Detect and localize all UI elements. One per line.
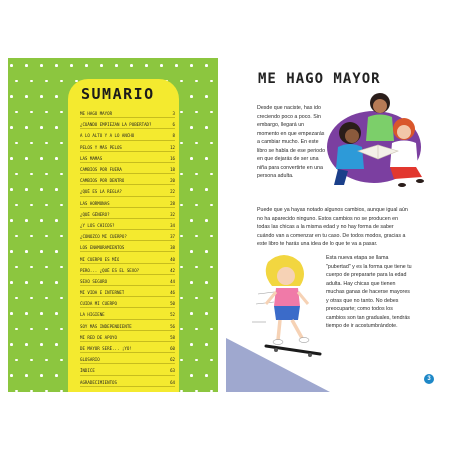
toc-entry	[80, 275, 175, 286]
toc-entry-label: MI RED DE APOYO	[80, 334, 117, 340]
dot	[25, 157, 28, 160]
toc-entry	[80, 286, 175, 297]
dot	[180, 142, 183, 145]
dot	[190, 250, 193, 253]
toc-entry-label: MI VIDA E INTERNET	[80, 290, 125, 296]
dot	[25, 219, 28, 222]
dot	[55, 374, 58, 377]
toc-entry	[80, 252, 175, 263]
dot	[180, 80, 183, 83]
toc-entry-page: 16	[170, 155, 175, 161]
toc-entry-label: CAMBIOS POR DENTRO	[80, 178, 125, 184]
dot	[30, 235, 33, 238]
toc-entry-label: LOS ENAMORAMIENTOS	[80, 245, 125, 251]
dot	[45, 204, 48, 207]
chapter-page	[226, 58, 444, 392]
dot	[60, 328, 63, 331]
dot	[45, 80, 48, 83]
toc-entry-label: ME HAGO MAYOR	[80, 111, 113, 117]
dot	[210, 297, 213, 300]
dot	[205, 343, 208, 346]
dot	[40, 188, 43, 191]
puberty-paragraph: Esta nueva etapa se llama "pubertad" y es la forma que tiene tu cuerpo de prepararte para la edad adulta. Hay chicas que tienen muchas ganas de hacerse mayores y otras que no tanto. No debes preocuparte; como todos los cambios son tan graduales, tendrás tiempo de ir acostumbrándote.	[326, 255, 412, 329]
dot	[100, 64, 103, 67]
toc-entry	[80, 353, 175, 364]
dot	[190, 374, 193, 377]
dot	[15, 173, 18, 176]
dot	[30, 173, 33, 176]
dot	[190, 188, 193, 191]
dot	[10, 374, 13, 377]
dot	[145, 64, 148, 67]
dot	[210, 266, 213, 269]
dot	[195, 204, 198, 207]
dot	[25, 281, 28, 284]
dot	[55, 64, 58, 67]
dot	[205, 64, 208, 67]
toc-entry-label: ¿Y LOS CHICOS?	[80, 222, 115, 228]
toc-entry-page: 18	[170, 167, 175, 173]
skateboarding-girl-illustration	[226, 250, 330, 392]
dot	[45, 266, 48, 269]
dot	[55, 157, 58, 160]
toc-entry-label: PELOS Y MÁS PELOS	[80, 144, 122, 150]
toc-entry-page: 46	[170, 290, 175, 296]
dot	[180, 359, 183, 362]
dot	[190, 343, 193, 346]
dot	[180, 297, 183, 300]
dot	[10, 219, 13, 222]
dot	[40, 219, 43, 222]
dot	[55, 95, 58, 98]
dot	[30, 111, 33, 114]
dot	[30, 328, 33, 331]
dot	[210, 204, 213, 207]
toc-entry	[80, 174, 175, 185]
toc-entry	[80, 364, 175, 375]
dot	[210, 111, 213, 114]
dot	[40, 157, 43, 160]
dot	[130, 64, 133, 67]
dot	[45, 297, 48, 300]
page-number-badge: 3	[424, 374, 434, 384]
dot	[210, 173, 213, 176]
toc-entry-page: 56	[170, 323, 175, 329]
dot	[60, 80, 63, 83]
toc-entry	[80, 141, 175, 152]
toc-entry	[80, 185, 175, 196]
dot	[15, 111, 18, 114]
dot	[205, 281, 208, 284]
dot	[40, 281, 43, 284]
dot	[15, 390, 18, 393]
dot	[40, 126, 43, 129]
dot	[25, 126, 28, 129]
dot	[195, 390, 198, 393]
dot	[25, 374, 28, 377]
dot	[180, 266, 183, 269]
toc-entry-page: 44	[170, 278, 175, 284]
dot	[60, 297, 63, 300]
toc-entry	[80, 264, 175, 275]
toc-entry-page: 6	[172, 122, 175, 128]
dot	[10, 312, 13, 315]
dot	[180, 204, 183, 207]
dot	[25, 343, 28, 346]
toc-entry-page: 20	[170, 178, 175, 184]
dot	[30, 80, 33, 83]
dot	[190, 312, 193, 315]
toc-entry-label: ÍNDICE	[80, 368, 95, 374]
dot	[10, 126, 13, 129]
toc-entry-label: ¿QUÉ GÉNERO?	[80, 211, 110, 217]
toc-entry-label: GLOSARIO	[80, 357, 100, 363]
toc-entry	[80, 219, 175, 230]
toc-entry-label: ¿QUÉ ES LA REGLA?	[80, 189, 122, 195]
dot	[15, 204, 18, 207]
dot	[10, 64, 13, 67]
dot	[55, 312, 58, 315]
toc-entry	[80, 152, 175, 163]
dot	[210, 359, 213, 362]
dot	[70, 64, 73, 67]
toc-entry-page: 38	[170, 245, 175, 251]
toc-entry-page: 40	[170, 256, 175, 262]
contents-page	[8, 58, 218, 392]
toc-entry-page: 3	[172, 111, 175, 117]
dot	[45, 235, 48, 238]
toc-entry-label: ¿CONOZCO MI CUERPO?	[80, 234, 127, 240]
toc-entry	[80, 320, 175, 331]
dot	[45, 359, 48, 362]
dot	[60, 390, 63, 393]
toc-entry	[80, 342, 175, 353]
toc-entry-page: 28	[170, 200, 175, 206]
dot	[45, 328, 48, 331]
dot	[115, 64, 118, 67]
dot	[190, 281, 193, 284]
dot	[180, 173, 183, 176]
dot	[210, 390, 213, 393]
dot	[30, 390, 33, 393]
toc-entry	[80, 241, 175, 252]
dot	[55, 219, 58, 222]
intro-paragraph: Desde que naciste, has ido creciendo poco a poco. Sin embargo, llegará un momento en que empezarás a cambiar mucho. En este libro se habla de ese periodo en que dejarás de ser una niña para convertirte en una persona adulta.	[257, 105, 326, 179]
dot	[190, 64, 193, 67]
dot	[25, 250, 28, 253]
dot	[180, 235, 183, 238]
dot	[180, 390, 183, 393]
toc-entry	[80, 197, 175, 208]
dot	[205, 126, 208, 129]
toc-entry-label: DE MAYOR SERÉ... ¡YO!	[80, 346, 132, 352]
toc-entry	[80, 129, 175, 140]
toc-entry-page: 60	[170, 346, 175, 352]
dot	[55, 343, 58, 346]
dot	[180, 111, 183, 114]
dot	[45, 142, 48, 145]
dot	[40, 95, 43, 98]
dot	[195, 359, 198, 362]
dot	[10, 281, 13, 284]
dot	[210, 142, 213, 145]
toc-entry	[80, 208, 175, 219]
dot	[25, 95, 28, 98]
dot	[85, 64, 88, 67]
dot	[30, 204, 33, 207]
dot	[55, 250, 58, 253]
dot	[55, 126, 58, 129]
dot	[195, 297, 198, 300]
dot	[205, 312, 208, 315]
girls-reading-illustration	[324, 85, 428, 197]
dot	[190, 157, 193, 160]
body-paragraph: Puede que ya hayas notado algunos cambios, aunque igual aún no ha aparecido ninguno. Estos cambios no se producen en todas las chicas a la misma edad y no hay forma de saber cuándo van a comenzar en tu caso. De todos modos, gracias a este libro te harás una idea de lo que te va a pasar.	[257, 207, 408, 247]
dot	[15, 359, 18, 362]
dot	[205, 157, 208, 160]
toc-entry	[80, 376, 175, 387]
dot	[190, 126, 193, 129]
dot	[55, 188, 58, 191]
dot	[15, 142, 18, 145]
dot	[30, 266, 33, 269]
dot	[210, 328, 213, 331]
toc-entry-label: LA HIGIENE	[80, 312, 105, 318]
toc-entry-label: SOY MÁS INDEPENDIENTE	[80, 323, 132, 329]
dot	[205, 219, 208, 222]
dot	[40, 374, 43, 377]
toc-entry-label: MI CUERPO ES MÍO	[80, 256, 120, 262]
dot	[195, 266, 198, 269]
dot	[30, 297, 33, 300]
toc-entry	[80, 297, 175, 308]
dot	[30, 142, 33, 145]
toc-entry-label: AGRADECIMIENTOS	[80, 379, 117, 385]
dot	[25, 312, 28, 315]
dot	[15, 80, 18, 83]
dot	[25, 188, 28, 191]
dot	[10, 188, 13, 191]
toc-entry	[80, 308, 175, 319]
dot	[60, 266, 63, 269]
dot	[10, 157, 13, 160]
toc-entry-label: A LO ALTO Y A LO ANCHO	[80, 133, 135, 139]
chapter-title: ME HAGO MAYOR	[258, 71, 381, 87]
dot	[25, 64, 28, 67]
toc-entry-label: PERO... ¿QUÉ ES EL SEXO?	[80, 267, 140, 273]
dot	[40, 64, 43, 67]
dot	[60, 235, 63, 238]
dot	[40, 312, 43, 315]
dot	[210, 80, 213, 83]
dot	[10, 95, 13, 98]
dot	[195, 111, 198, 114]
dot	[15, 266, 18, 269]
toc-entry-page: 58	[170, 334, 175, 340]
dot	[60, 204, 63, 207]
dot	[190, 219, 193, 222]
dot	[60, 359, 63, 362]
toc-entry-label: CUIDA MI CUERPO	[80, 301, 117, 307]
toc-entry	[80, 118, 175, 129]
toc-entry-page: 37	[170, 234, 175, 240]
dot	[15, 297, 18, 300]
toc-entry-page: 63	[170, 368, 175, 374]
toc-entry	[80, 230, 175, 241]
dot	[10, 250, 13, 253]
toc-entry-page: 8	[172, 133, 175, 139]
dot	[40, 343, 43, 346]
dot	[45, 111, 48, 114]
dot	[195, 80, 198, 83]
dot	[195, 142, 198, 145]
toc-entry	[80, 331, 175, 342]
toc-entry-page: 62	[170, 357, 175, 363]
dot	[160, 64, 163, 67]
dot	[60, 173, 63, 176]
dot	[15, 328, 18, 331]
toc-entry-page: 32	[170, 211, 175, 217]
dot	[30, 359, 33, 362]
dot	[180, 328, 183, 331]
toc-entry	[80, 107, 175, 118]
toc-entry-page: 50	[170, 301, 175, 307]
toc-entry-label: LAS MAMAS	[80, 155, 103, 161]
dot	[175, 64, 178, 67]
dot	[45, 390, 48, 393]
toc-entry	[80, 163, 175, 174]
dot	[190, 95, 193, 98]
dot	[60, 111, 63, 114]
toc-entry-page: 12	[170, 144, 175, 150]
dot	[205, 374, 208, 377]
toc-entry-page: 22	[170, 189, 175, 195]
dot	[210, 235, 213, 238]
dot	[195, 328, 198, 331]
dot	[15, 235, 18, 238]
dot	[45, 173, 48, 176]
dot	[205, 250, 208, 253]
toc-entry-page: 64	[170, 379, 175, 385]
contents-title: SUMARIO	[81, 85, 155, 103]
toc-entry-page: 52	[170, 312, 175, 318]
dot	[40, 250, 43, 253]
dot	[10, 343, 13, 346]
toc-entry-label: LAS HORMONAS	[80, 200, 110, 206]
toc-entry-label: SEXO SEGURO	[80, 278, 108, 284]
dot	[195, 235, 198, 238]
toc-entry-label: CAMBIOS POR FUERA	[80, 167, 122, 173]
toc-entry-label: ¿CUÁNDO EMPIEZAN LA PUBERTAD?	[80, 122, 152, 128]
dot	[205, 188, 208, 191]
toc-entry-page: 42	[170, 267, 175, 273]
dot	[60, 142, 63, 145]
toc-entry-page: 34	[170, 222, 175, 228]
dot	[55, 281, 58, 284]
dot	[205, 95, 208, 98]
table-of-contents	[80, 107, 175, 387]
dot	[195, 173, 198, 176]
